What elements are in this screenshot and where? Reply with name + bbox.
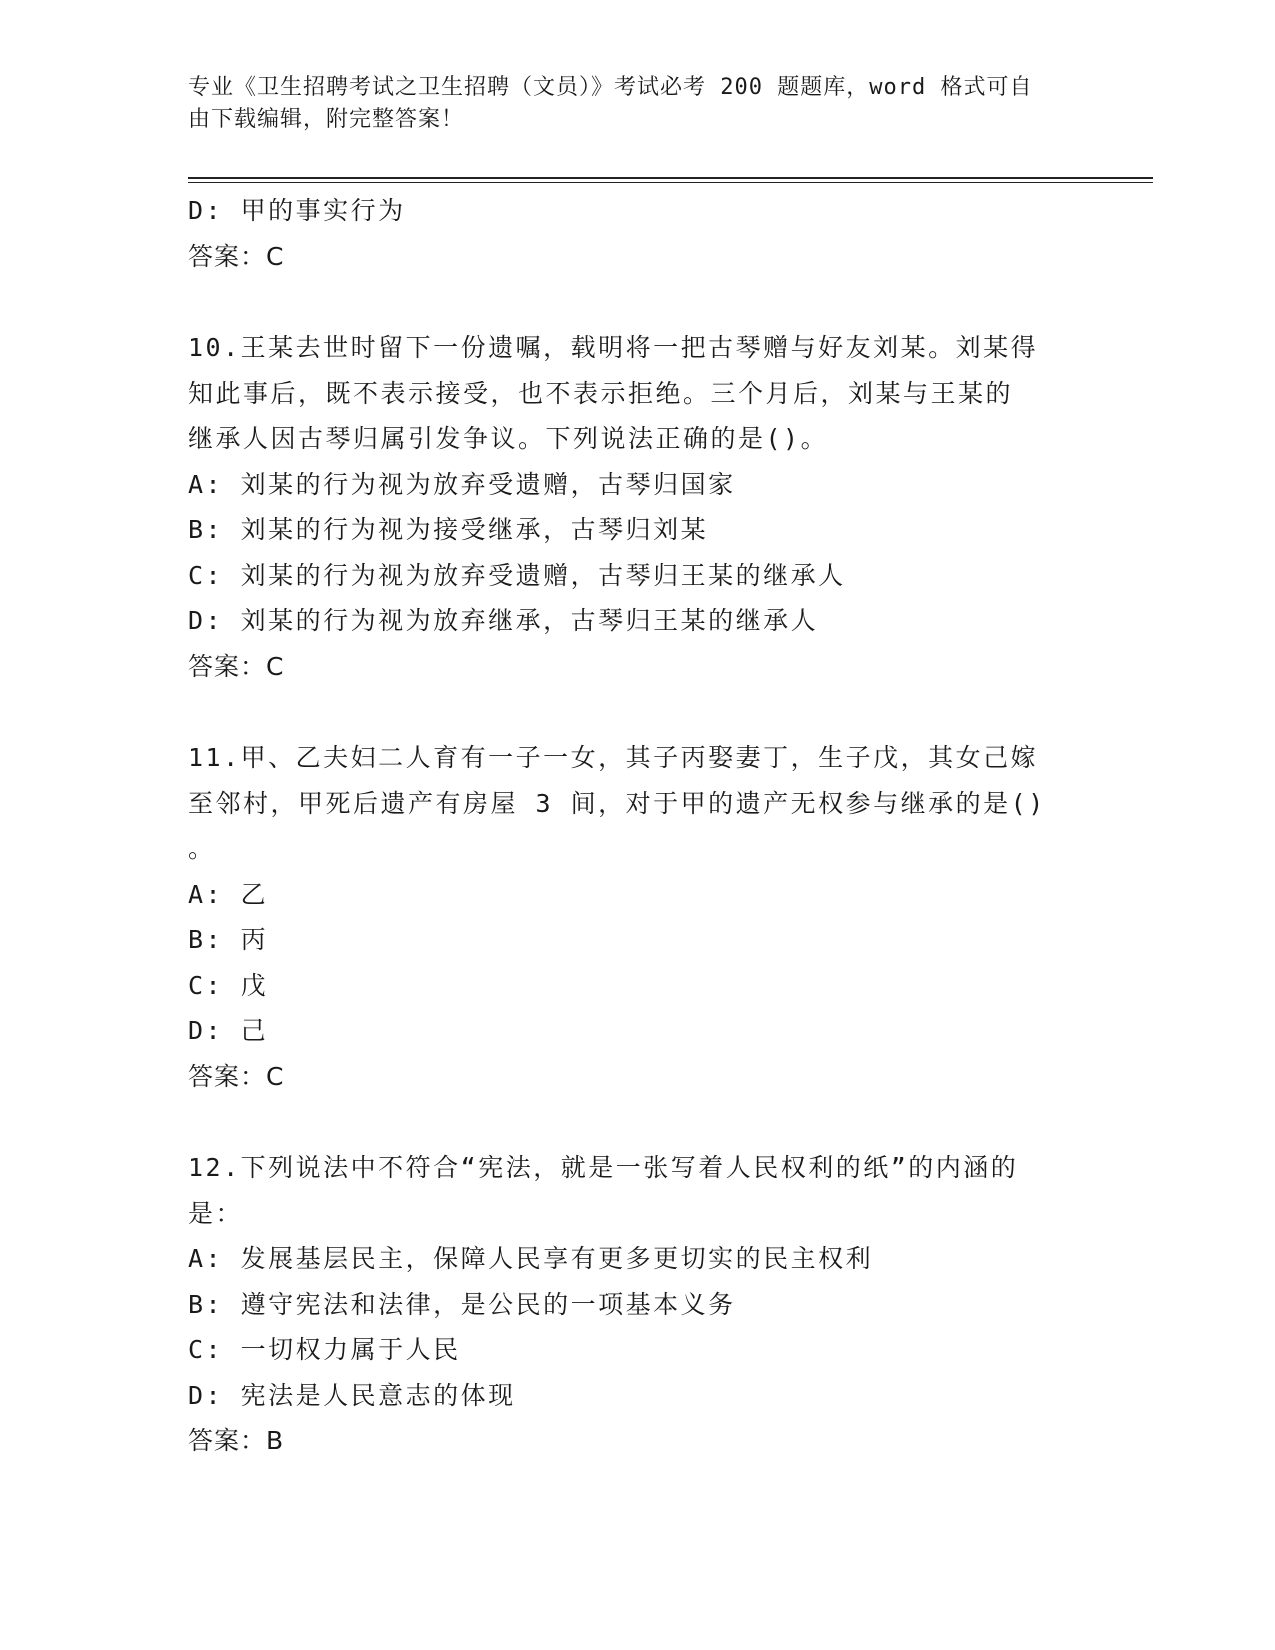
question-10-option-a: A: 刘某的行为视为放弃受遗赠，古琴归国家 — [188, 469, 736, 499]
question-12-option-a: A: 发展基层民主，保障人民享有更多更切实的民主权利 — [188, 1244, 874, 1273]
question-11-stem-line-1: 11.甲、乙夫妇二人育有一子一女，其子丙娶妻丁，生子戊，其女己嫁 — [188, 743, 1039, 772]
question-12-stem-line-2: 是： — [188, 1198, 244, 1228]
question-list — [188, 188, 1088, 1464]
question-11-stem-line-3: 。 — [188, 834, 216, 863]
prev-answer: 答案：C — [188, 241, 285, 271]
question-12 — [188, 1145, 1088, 1464]
question-11-option-a: A: 乙 — [188, 879, 269, 909]
spacer — [188, 1099, 1088, 1145]
question-11-option-c: C: 戊 — [188, 970, 269, 1000]
question-10 — [188, 325, 1088, 689]
question-12-stem-line-1: 12.下列说法中不符合“宪法，就是一张写着人民权利的纸”的内涵的 — [188, 1153, 1019, 1182]
header-divider-thick — [188, 177, 1153, 179]
question-10-option-d: D: 刘某的行为视为放弃继承，古琴归王某的继承人 — [188, 606, 819, 635]
spacer — [188, 279, 1088, 325]
question-10-option-b: B: 刘某的行为视为接受继承，古琴归刘某 — [188, 515, 709, 544]
question-10-answer: 答案：C — [188, 651, 285, 681]
question-12-option-c: C: 一切权力属于人民 — [188, 1335, 461, 1364]
question-12-answer: 答案：B — [188, 1426, 285, 1455]
spacer — [188, 689, 1088, 735]
question-11 — [188, 735, 1088, 1099]
question-11-option-b: B: 丙 — [188, 925, 269, 954]
question-11-answer: 答案：C — [188, 1061, 285, 1091]
prev-option-d: D: 甲的事实行为 — [188, 196, 406, 225]
question-11-option-d: D: 己 — [188, 1016, 269, 1045]
document-header — [188, 72, 1068, 136]
question-12-option-b: B: 遵守宪法和法律，是公民的一项基本义务 — [188, 1289, 736, 1319]
header-line-1: 专业《卫生招聘考试之卫生招聘（文员）》考试必考 200 题题库，word 格式可自 — [188, 75, 1033, 100]
header-divider-thin — [188, 182, 1153, 183]
question-10-stem-line-3: 继承人因古琴归属引发争议。下列说法正确的是()。 — [188, 424, 829, 453]
question-12-option-d: D: 宪法是人民意志的体现 — [188, 1380, 516, 1410]
header-line-2: 由下载编辑，附完整答案！ — [188, 107, 465, 132]
question-10-option-c: C: 刘某的行为视为放弃受遗赠，古琴归王某的继承人 — [188, 560, 846, 590]
question-10-stem-line-1: 10.王某去世时留下一份遗嘱，载明将一把古琴赠与好友刘某。刘某得 — [188, 333, 1039, 362]
question-10-stem-line-2: 知此事后，既不表示接受，也不表示拒绝。三个月后，刘某与王某的 — [188, 378, 1014, 408]
question-11-stem-line-2: 至邻村，甲死后遗产有房屋 3 间，对于甲的遗产无权参与继承的是() — [188, 788, 1046, 818]
